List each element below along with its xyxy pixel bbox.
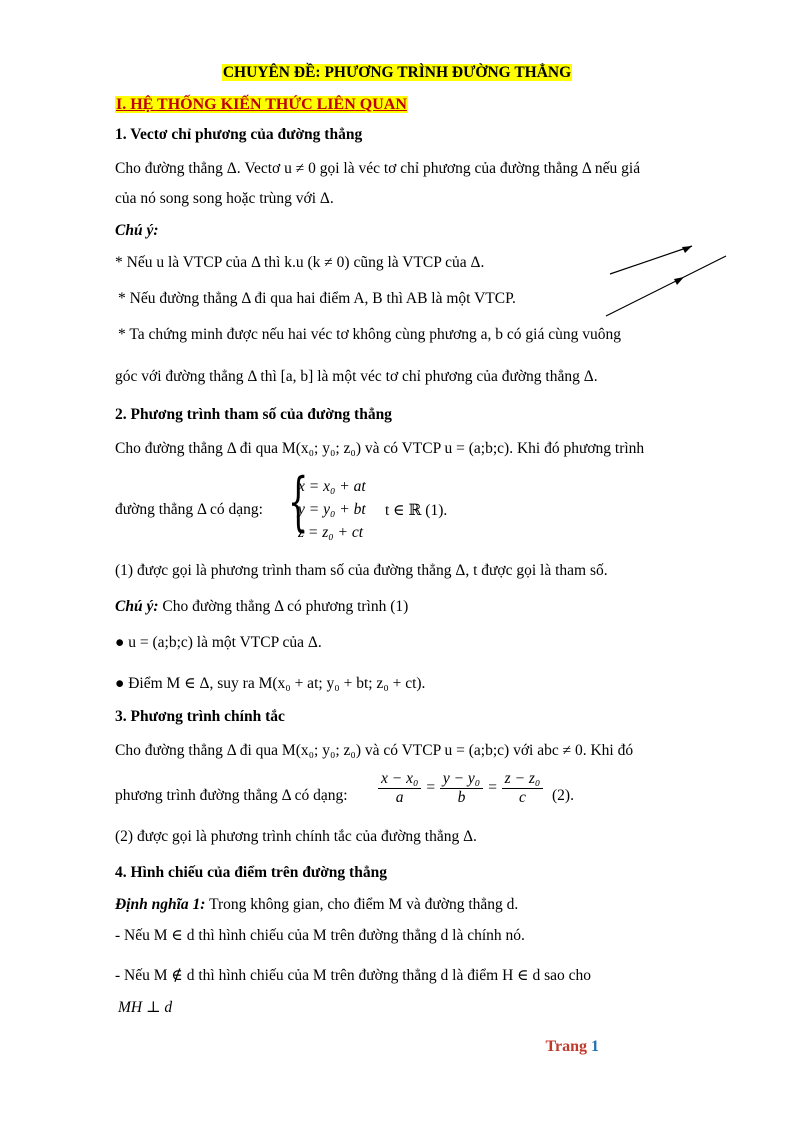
section-heading: I. HỆ THỐNG KIẾN THỨC LIÊN QUAN [116,96,407,113]
note-item: * Ta chứng minh được nếu hai véc tơ không cùng phương a, b có giá cùng vuông [118,326,621,343]
list-item: - Nếu M ∉ d thì hình chiếu của M trên đường thẳng d là điểm H ∈ d sao cho [115,967,592,984]
vector-arrow-line [610,246,692,274]
list-item: MH ⊥ d [118,999,173,1016]
brace-icon: { [288,465,309,539]
paragraph: phương trình đường thẳng Δ có dạng: [115,787,348,804]
line-delta [606,256,726,316]
note-label: Chú ý: [115,598,159,615]
system-line: z = z₀ + ct [298,524,364,541]
heading-projection: 4. Hình chiếu của điểm trên đường thẳng [115,864,387,881]
canonical-equation: $\frac{\text{x − x₀}}{a}$ = $\frac{\text{y − y₀}}{b}$ = $\frac{\text{z − z₀}}{c}$ [374,770,547,807]
paragraph: của nó song song hoặc trùng với Δ. [115,190,334,207]
note-text: Cho đường thẳng Δ có phương trình (1) [162,598,409,615]
paragraph: Cho đường thẳng Δ đi qua M(x₀; y₀; z₀) và có VTCP u = (a;b;c) với abc ≠ 0. Khi đó [115,742,634,759]
note-item: góc với đường thẳng Δ thì [a, b] là một véc tơ chỉ phương của đường thẳng Δ. [115,368,598,385]
footer-label: Trang [545,1038,587,1055]
heading-vtcp: 1. Vectơ chỉ phương của đường thẳng [115,126,363,143]
heading-parametric: 2. Phương trình tham số của đường thẳng [115,406,392,423]
note-item: * Nếu u là VTCP của Δ thì k.u (k ≠ 0) cũng là VTCP của Δ. [115,254,485,271]
system-tail: t ∈ ℝ (1). [385,502,448,519]
vector-illustration [600,240,730,320]
system-line: y = y₀ + bt [298,501,366,518]
paragraph: (1) được gọi là phương trình tham số của đường thẳng Δ, t được gọi là tham số. [115,562,608,579]
arrow-head-icon [682,246,692,253]
page-title: CHUYÊN ĐỀ: PHƯƠNG TRÌNH ĐƯỜNG THẲNG [222,64,572,81]
paragraph: Cho đường thẳng Δ đi qua M(x₀; y₀; z₀) và có VTCP u = (a;b;c). Khi đó phương trình [115,440,645,457]
note-item: * Nếu đường thẳng Δ đi qua hai điểm A, B thì AB là một VTCP. [118,290,516,307]
system-line: x = x₀ + at [298,478,366,495]
list-item: - Nếu M ∈ d thì hình chiếu của M trên đường thẳng d là chính nó. [115,927,525,944]
definition-text: Trong không gian, cho điểm M và đường thẳng d. [209,896,519,913]
paragraph: đường thẳng Δ có dạng: [115,501,263,518]
paragraph: Cho đường thẳng Δ. Vectơ u ≠ 0 gọi là véc tơ chỉ phương của đường thẳng Δ nếu giá [115,160,641,177]
bullet-item: ● u = (a;b;c) là một VTCP của Δ. [115,634,322,651]
bullet-item: ● Điểm M ∈ Δ, suy ra M(x₀ + at; y₀ + bt; z₀ + ct). [115,675,426,692]
equation-label: (2). [552,787,574,804]
page-footer [546,1038,599,1056]
arrow-head-icon [674,277,684,285]
heading-canonical: 3. Phương trình chính tắc [115,708,285,725]
page-number: 1 [591,1038,599,1055]
note-label: Chú ý: [115,222,159,239]
paragraph: (2) được gọi là phương trình chính tắc của đường thẳng Δ. [115,828,477,845]
definition-label: Định nghĩa 1: [115,896,206,913]
